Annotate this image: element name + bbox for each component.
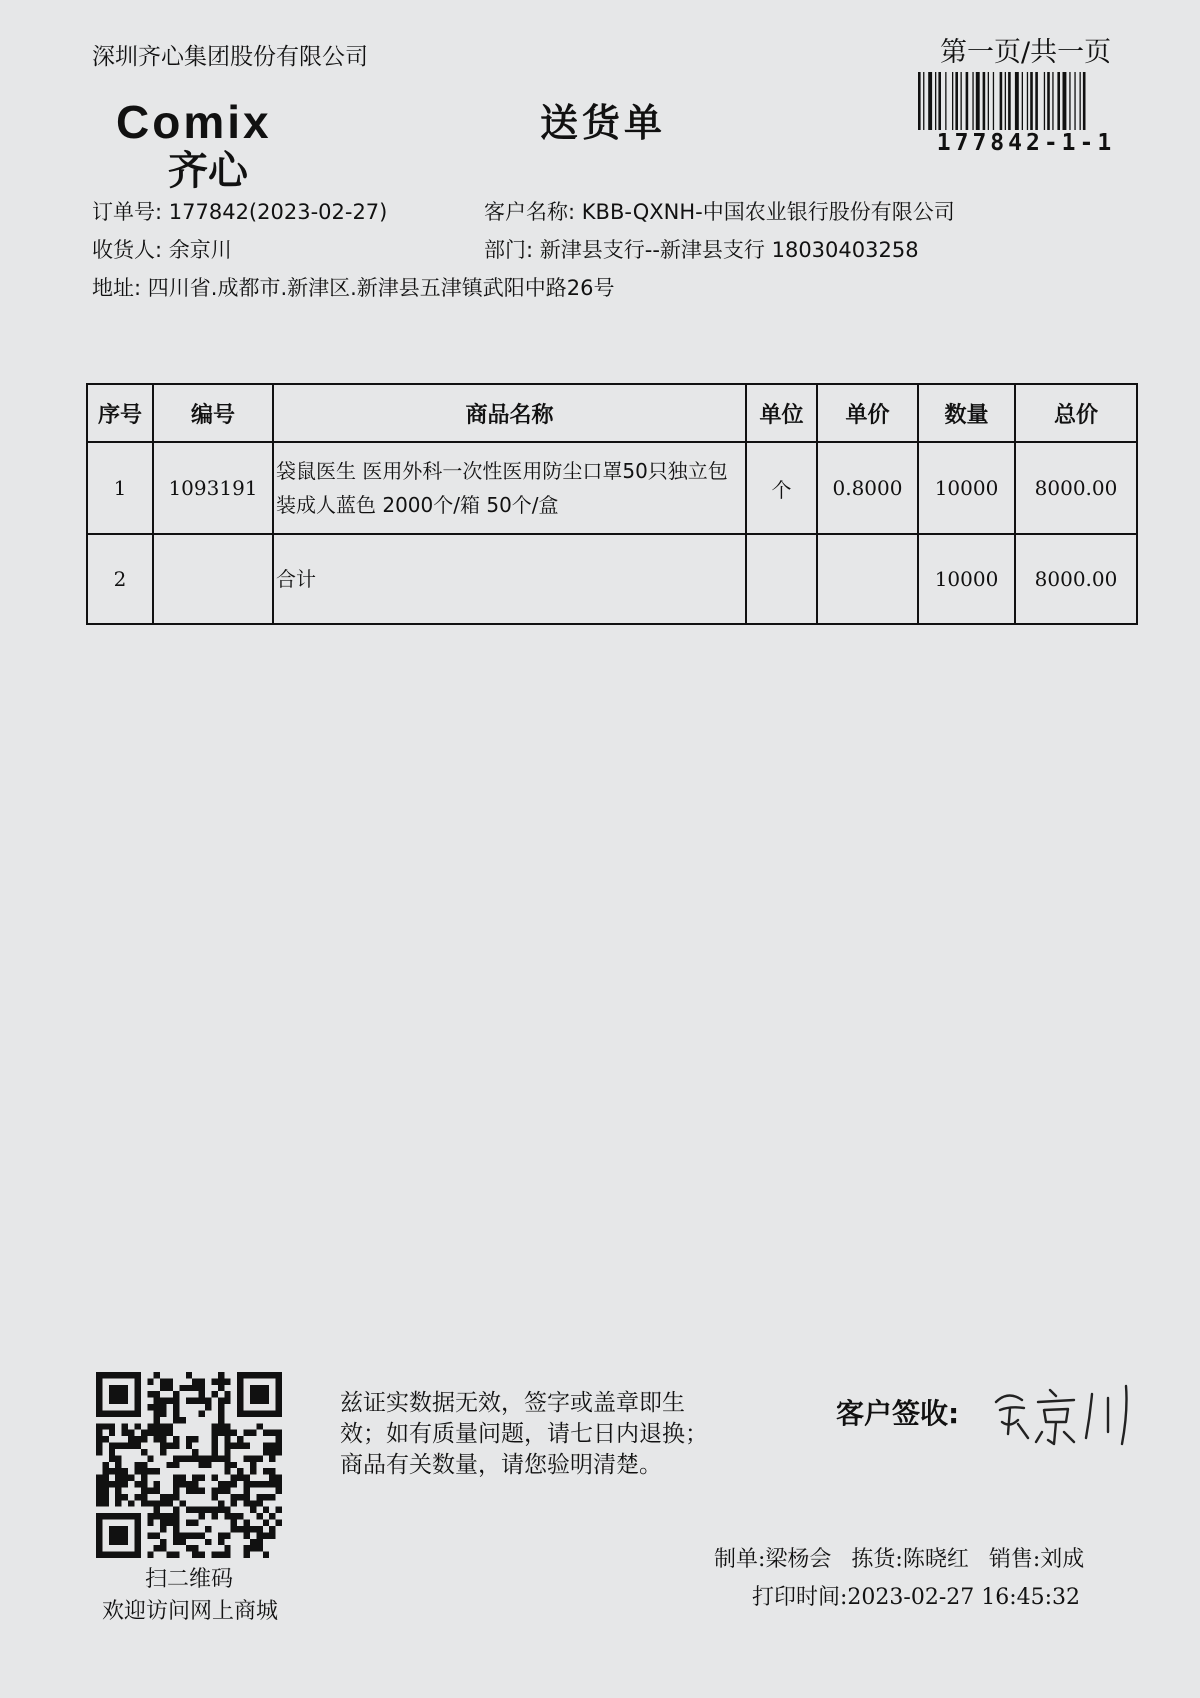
page-indicator: 第一页/共一页 (940, 37, 1112, 68)
comix-logo (112, 96, 342, 192)
cell-seq: 2 (87, 534, 153, 624)
staff-line (714, 1542, 1084, 1573)
document-title: 送货单 (540, 101, 667, 145)
cell-unit: 个 (746, 442, 817, 534)
barcode (918, 72, 1134, 130)
cell-price: 0.8000 (817, 442, 918, 534)
cell-total: 8000.00 (1015, 534, 1137, 624)
picked-by: 拣货:陈晓红 (851, 1547, 969, 1572)
order-value: 177842(2023-02-27) (168, 200, 388, 224)
handwritten-signature (988, 1372, 1148, 1452)
cell-total: 8000.00 (1015, 442, 1137, 534)
cell-product: 合计 (273, 534, 746, 624)
col-header-seq: 序号 (87, 384, 153, 442)
qr-subcaption: 欢迎访问网上商城 (101, 1599, 278, 1624)
address-label: 地址: (92, 276, 142, 300)
col-header-price: 单价 (817, 384, 918, 442)
receiver (92, 234, 232, 264)
cell-seq: 1 (87, 442, 153, 534)
dept-label: 部门: (484, 238, 534, 262)
logo-text-cn: 齐心 (168, 148, 248, 192)
receiver-label: 收货人: (92, 238, 163, 262)
col-header-product: 商品名称 (273, 384, 746, 442)
table-header-row (87, 384, 1137, 442)
table-row-total (87, 534, 1137, 624)
customer-name (484, 196, 955, 226)
col-header-code: 编号 (153, 384, 273, 442)
table-row (87, 442, 1137, 534)
logo-text-en: Comix (116, 96, 272, 148)
cell-product: 袋鼠医生 医用外科一次性医用防尘口罩50只独立包装成人蓝色 2000个/箱 50个/盒 (273, 442, 746, 534)
notice-text (340, 1388, 740, 1481)
print-time: 打印时间:2023-02-27 16:45:32 (752, 1585, 1081, 1610)
col-header-unit: 单位 (746, 384, 817, 442)
cell-qty: 10000 (918, 534, 1015, 624)
notice-line: 兹证实数据无效，签字或盖章即生 (340, 1390, 685, 1416)
col-header-qty: 数量 (918, 384, 1015, 442)
cell-code (153, 534, 273, 624)
cell-code: 1093191 (153, 442, 273, 534)
customer-sign-label: 客户签收: (836, 1397, 960, 1430)
address (92, 272, 615, 302)
cell-qty: 10000 (918, 442, 1015, 534)
sales-person: 销售:刘成 (988, 1547, 1085, 1572)
qr-code[interactable] (96, 1372, 282, 1558)
address-value: 四川省.成都市.新津区.新津县五津镇武阳中路26号 (147, 276, 615, 300)
customer-label: 客户名称: (484, 200, 576, 224)
department (484, 234, 919, 264)
notice-line: 效；如有质量问题，请七日内退换； (340, 1421, 708, 1447)
order-label: 订单号: (92, 200, 163, 224)
cell-unit (746, 534, 817, 624)
company-name: 深圳齐心集团股份有限公司 (92, 44, 368, 70)
order-number (92, 196, 387, 226)
cell-price (817, 534, 918, 624)
customer-value: KBB-QXNH-中国农业银行股份有限公司 (581, 200, 955, 224)
dept-value: 新津县支行--新津县支行 18030403258 (539, 238, 919, 262)
items-table (86, 383, 1138, 625)
notice-line: 商品有关数量，请您验明清楚。 (340, 1452, 662, 1478)
made-by: 制单:梁杨会 (714, 1547, 832, 1572)
receiver-value: 余京川 (168, 238, 232, 262)
barcode-number: 177842-1-1 (936, 130, 1116, 156)
qr-caption: 扫二维码 (144, 1567, 233, 1592)
col-header-total: 总价 (1015, 384, 1137, 442)
